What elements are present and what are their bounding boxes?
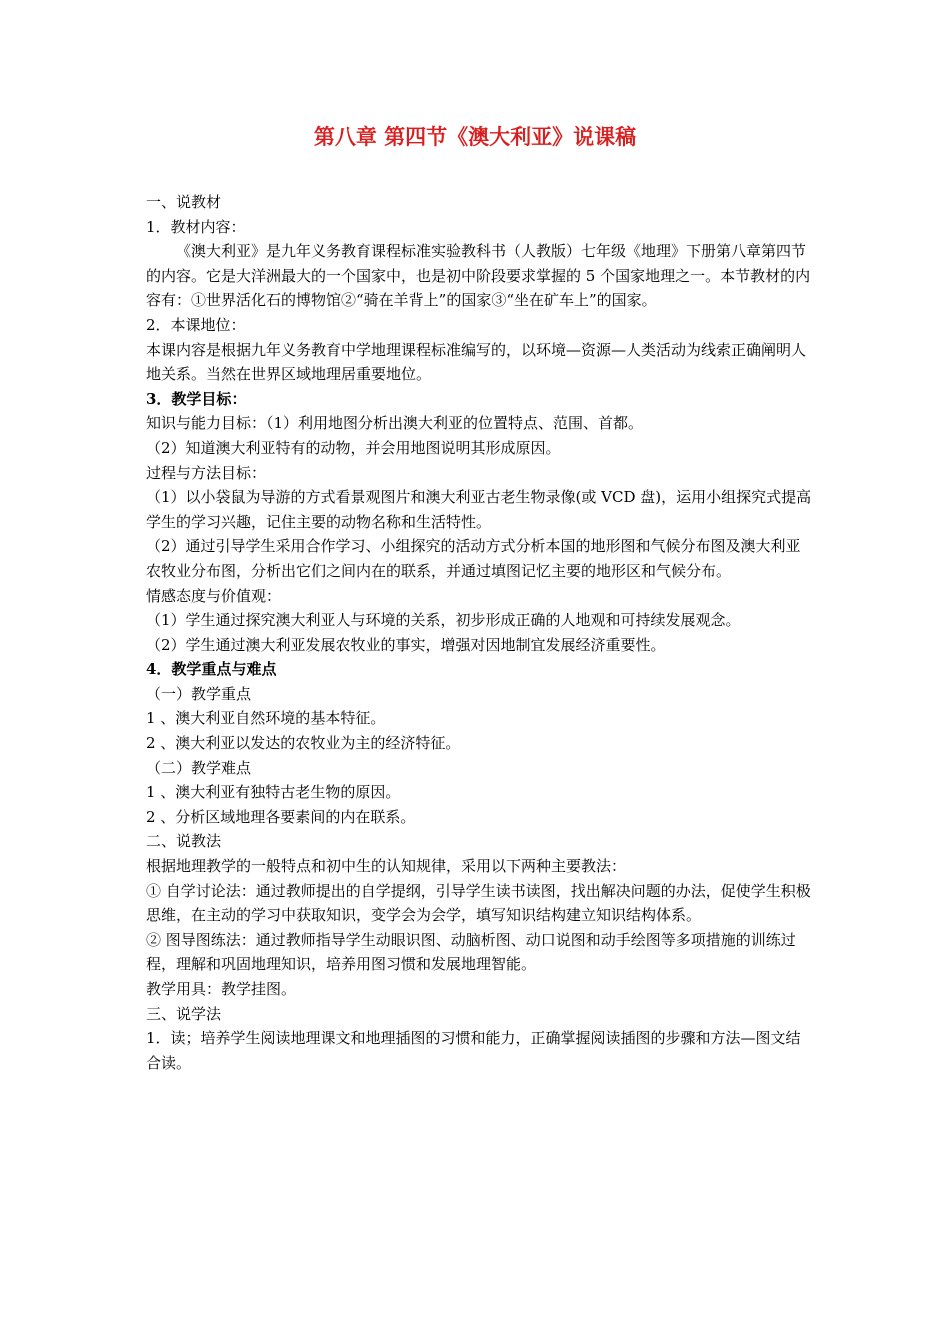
document-paragraph: 1 、澳大利亚有独特古老生物的原因。	[146, 783, 401, 802]
document-paragraph: （一）教学重点	[146, 684, 252, 703]
document-paragraph: 过程与方法目标：	[146, 463, 267, 482]
document-paragraph: 根据地理教学的一般特点和初中生的认知规律，采用以下两种主要教法：	[146, 857, 627, 876]
document-paragraph: 2．本课地位：	[146, 315, 246, 334]
document-paragraph: 本课内容是根据九年义务教育中学地理课程标准编写的，以环境—资源—人类活动为线索正确阐明人地关系。当然在世界区域地理居重要地位。	[146, 340, 807, 384]
document-paragraph: 1．教材内容：	[146, 217, 246, 236]
document-paragraph: ② 图导图练法：通过教师指导学生动眼识图、动脑析图、动口说图和动手绘图等多项措施的训练过程，理解和巩固地理知识，培养用图习惯和发展地理智能。	[146, 930, 796, 974]
document-paragraph: 3．教学目标：	[146, 389, 247, 408]
document-body	[146, 190, 814, 1075]
document-paragraph: （2）通过引导学生采用合作学习、小组探究的活动方式分析本国的地形图和气候分布图及澳大利亚农牧业分布图，分析出它们之间内在的联系，并通过填图记忆主要的地形区和气候分布。	[146, 537, 801, 580]
document-paragraph: 1．读；培养学生阅读地理课文和地理插图的习惯和能力，正确掌握阅读插图的步骤和方法—图文结合读。	[146, 1029, 801, 1072]
document-paragraph: 2 、分析区域地理各要素间的内在联系。	[146, 807, 416, 826]
document-paragraph: 知识与能力目标：（1）利用地图分析出澳大利亚的位置特点、范围、首都。	[146, 414, 644, 433]
document-paragraph: （二）教学难点	[146, 758, 252, 777]
document-paragraph: 二、说教法	[146, 832, 222, 851]
document-paragraph: 情感态度与价值观：	[146, 586, 282, 605]
document-paragraph: （1）学生通过探究澳大利亚人与环境的关系，初步形成正确的人地观和可持续发展观念。	[146, 611, 741, 630]
document-title: 第八章 第四节《澳大利亚》说课稿	[313, 124, 637, 149]
document-paragraph: 2 、澳大利亚以发达的农牧业为主的经济特征。	[146, 734, 461, 753]
document-paragraph: （2）知道澳大利亚特有的动物，并会用地图说明其形成原因。	[146, 438, 561, 457]
document-paragraph: 一、说教材	[146, 193, 222, 211]
document-paragraph: 三、说学法	[146, 1004, 222, 1023]
document-paragraph: 4．教学重点与难点	[146, 660, 277, 679]
document-paragraph: （1）以小袋鼠为导游的方式看景观图片和澳大利亚古老生物录像(或 VCD 盘)，运用小组探究式提高学生的学习兴趣，记住主要的动物名称和生活特性。	[146, 488, 812, 531]
document-paragraph: 教学用具：教学挂图。	[146, 980, 297, 998]
document-paragraph: 《澳大利亚》是九年义务教育课程标准实验教科书（人教版）七年级《地理》下册第八章第四节的内容。它是大洋洲最大的一个国家中，也是初中阶段要求掌握的 5 个国家地理之一。本节教材的内容有：①世界活化石的博物馆②“骑在羊背上”的国家③“坐在矿车上”的国家。	[146, 242, 811, 310]
document-paragraph: 1 、澳大利亚自然环境的基本特征。	[146, 709, 386, 728]
document-paragraph: ① 自学讨论法：通过教师提出的自学提纲，引导学生读书读图，找出解决问题的办法，促使学生积极思维，在主动的学习中获取知识，变学会为会学，填写知识结构建立知识结构体系。	[146, 881, 811, 925]
document-paragraph: （2）学生通过澳大利亚发展农牧业的事实，增强对因地制宜发展经济重要性。	[146, 635, 666, 654]
